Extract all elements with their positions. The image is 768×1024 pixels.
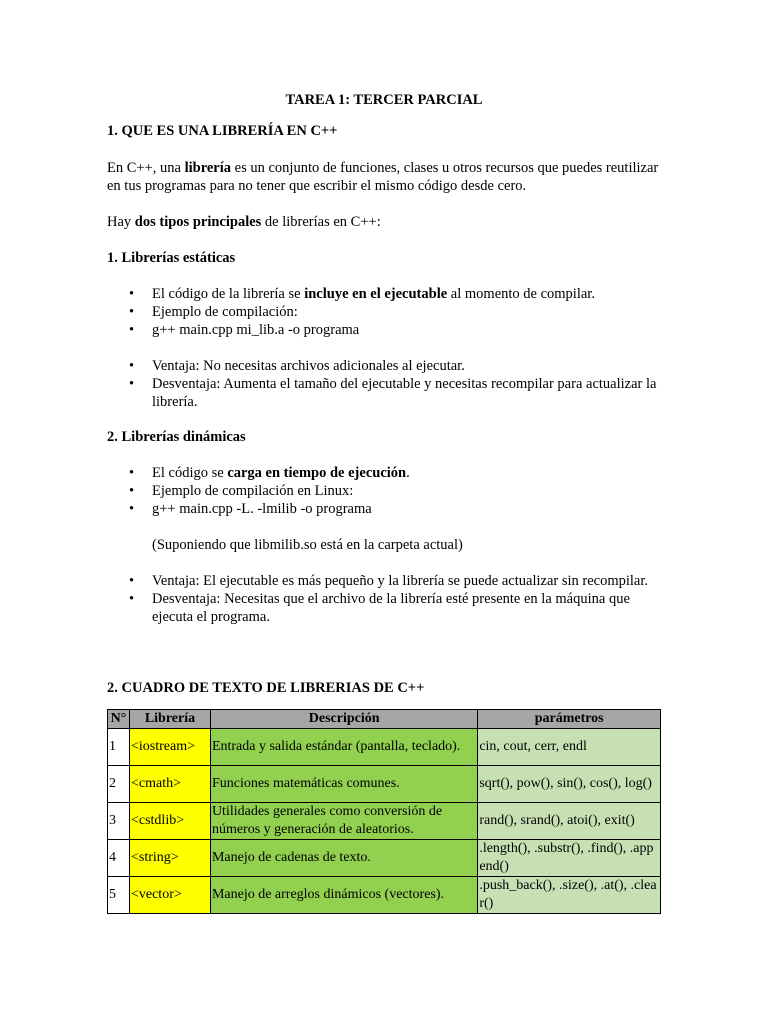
dynamic-libs-pros-cons [107,572,667,626]
list-text-bold: incluye en el ejecutable [304,286,448,302]
static-libs-heading: 1. Librerías estáticas [107,250,236,266]
table-row [108,766,661,803]
header-library: Librería [129,710,210,729]
row-description: Utilidades generales como conversión de números y generación de aleatorios. [210,803,477,840]
list-item: • Desventaja: Aumenta el tamaño del ejecutable y necesitas recompilar para actualizar la librería. [107,375,667,411]
row-description: Manejo de arreglos dinámicos (vectores). [210,877,477,914]
list-item: • g++ main.cpp mi_lib.a -o programa [107,321,667,339]
row-number: 2 [108,766,130,803]
libraries-table [107,709,661,914]
row-library: <string> [129,840,210,877]
list-item: • Ventaja: El ejecutable es más pequeño y la librería se puede actualizar sin recompilar. [107,572,667,590]
row-description: Entrada y salida estándar (pantalla, teclado). [210,729,477,766]
intro-text-pre: En C++, una [107,160,185,176]
list-text: El código se [152,465,228,481]
header-number: N° [108,710,130,729]
table-row [108,803,661,840]
list-text: El código de la librería se [152,286,305,302]
list-text: . [406,465,410,481]
types-text-pre: Hay [107,214,135,230]
row-parameters: .length(), .substr(), .find(), .append() [478,840,661,877]
list-item: • g++ main.cpp -L. -lmilib -o programa [107,500,667,518]
row-parameters: rand(), srand(), atoi(), exit() [478,803,661,840]
row-description: Manejo de cadenas de texto. [210,840,477,877]
table-row [108,729,661,766]
list-text-bold: carga en tiempo de ejecución [227,465,407,481]
row-parameters: sqrt(), pow(), sin(), cos(), log() [478,766,661,803]
list-item: • Ventaja: No necesitas archivos adicionales al ejecutar. [107,357,667,375]
types-paragraph [107,213,381,231]
row-library: <vector> [129,877,210,914]
row-library: <cstdlib> [129,803,210,840]
document-title: TAREA 1: TERCER PARCIAL [285,92,483,108]
section-1-heading: 1. QUE ES UNA LIBRERÍA EN C++ [107,123,338,139]
row-library: <cmath> [129,766,210,803]
static-libs-pros-cons [107,357,667,411]
row-parameters: .push_back(), .size(), .at(), .clear() [478,877,661,914]
intro-paragraph [107,159,667,195]
row-number: 1 [108,729,130,766]
row-parameters: cin, cout, cerr, endl [478,729,661,766]
list-item [107,464,667,482]
list-item [107,285,667,303]
row-number: 5 [108,877,130,914]
dynamic-libs-note: (Suponiendo que libmilib.so está en la carpeta actual) [152,537,463,553]
row-library: <iostream> [129,729,210,766]
list-item: • Ejemplo de compilación en Linux: [107,482,667,500]
row-number: 4 [108,840,130,877]
list-item: • Desventaja: Necesitas que el archivo de la librería esté presente en la máquina que ejecuta el programa. [107,590,667,626]
intro-text-post: es un conjunto de funciones, clases u otros recursos que puedes reutilizar en tus programas para no tener que escribir el mismo código desde cero. [107,160,659,194]
static-libs-list [107,285,667,339]
section-2-heading: 2. CUADRO DE TEXTO DE LIBRERIAS DE C++ [107,680,425,696]
types-text-post: de librerías en C++: [261,214,381,230]
header-parameters: parámetros [478,710,661,729]
list-item: • Ejemplo de compilación: [107,303,667,321]
table-header-row [108,710,661,729]
list-text: al momento de compilar. [447,286,595,302]
dynamic-libs-list [107,464,667,518]
header-description: Descripción [210,710,477,729]
table-row [108,877,661,914]
row-description: Funciones matemáticas comunes. [210,766,477,803]
table-row [108,840,661,877]
row-number: 3 [108,803,130,840]
intro-text-bold: librería [184,160,232,176]
types-text-bold: dos tipos principales [134,214,262,230]
dynamic-libs-heading: 2. Librerías dinámicas [107,429,246,445]
